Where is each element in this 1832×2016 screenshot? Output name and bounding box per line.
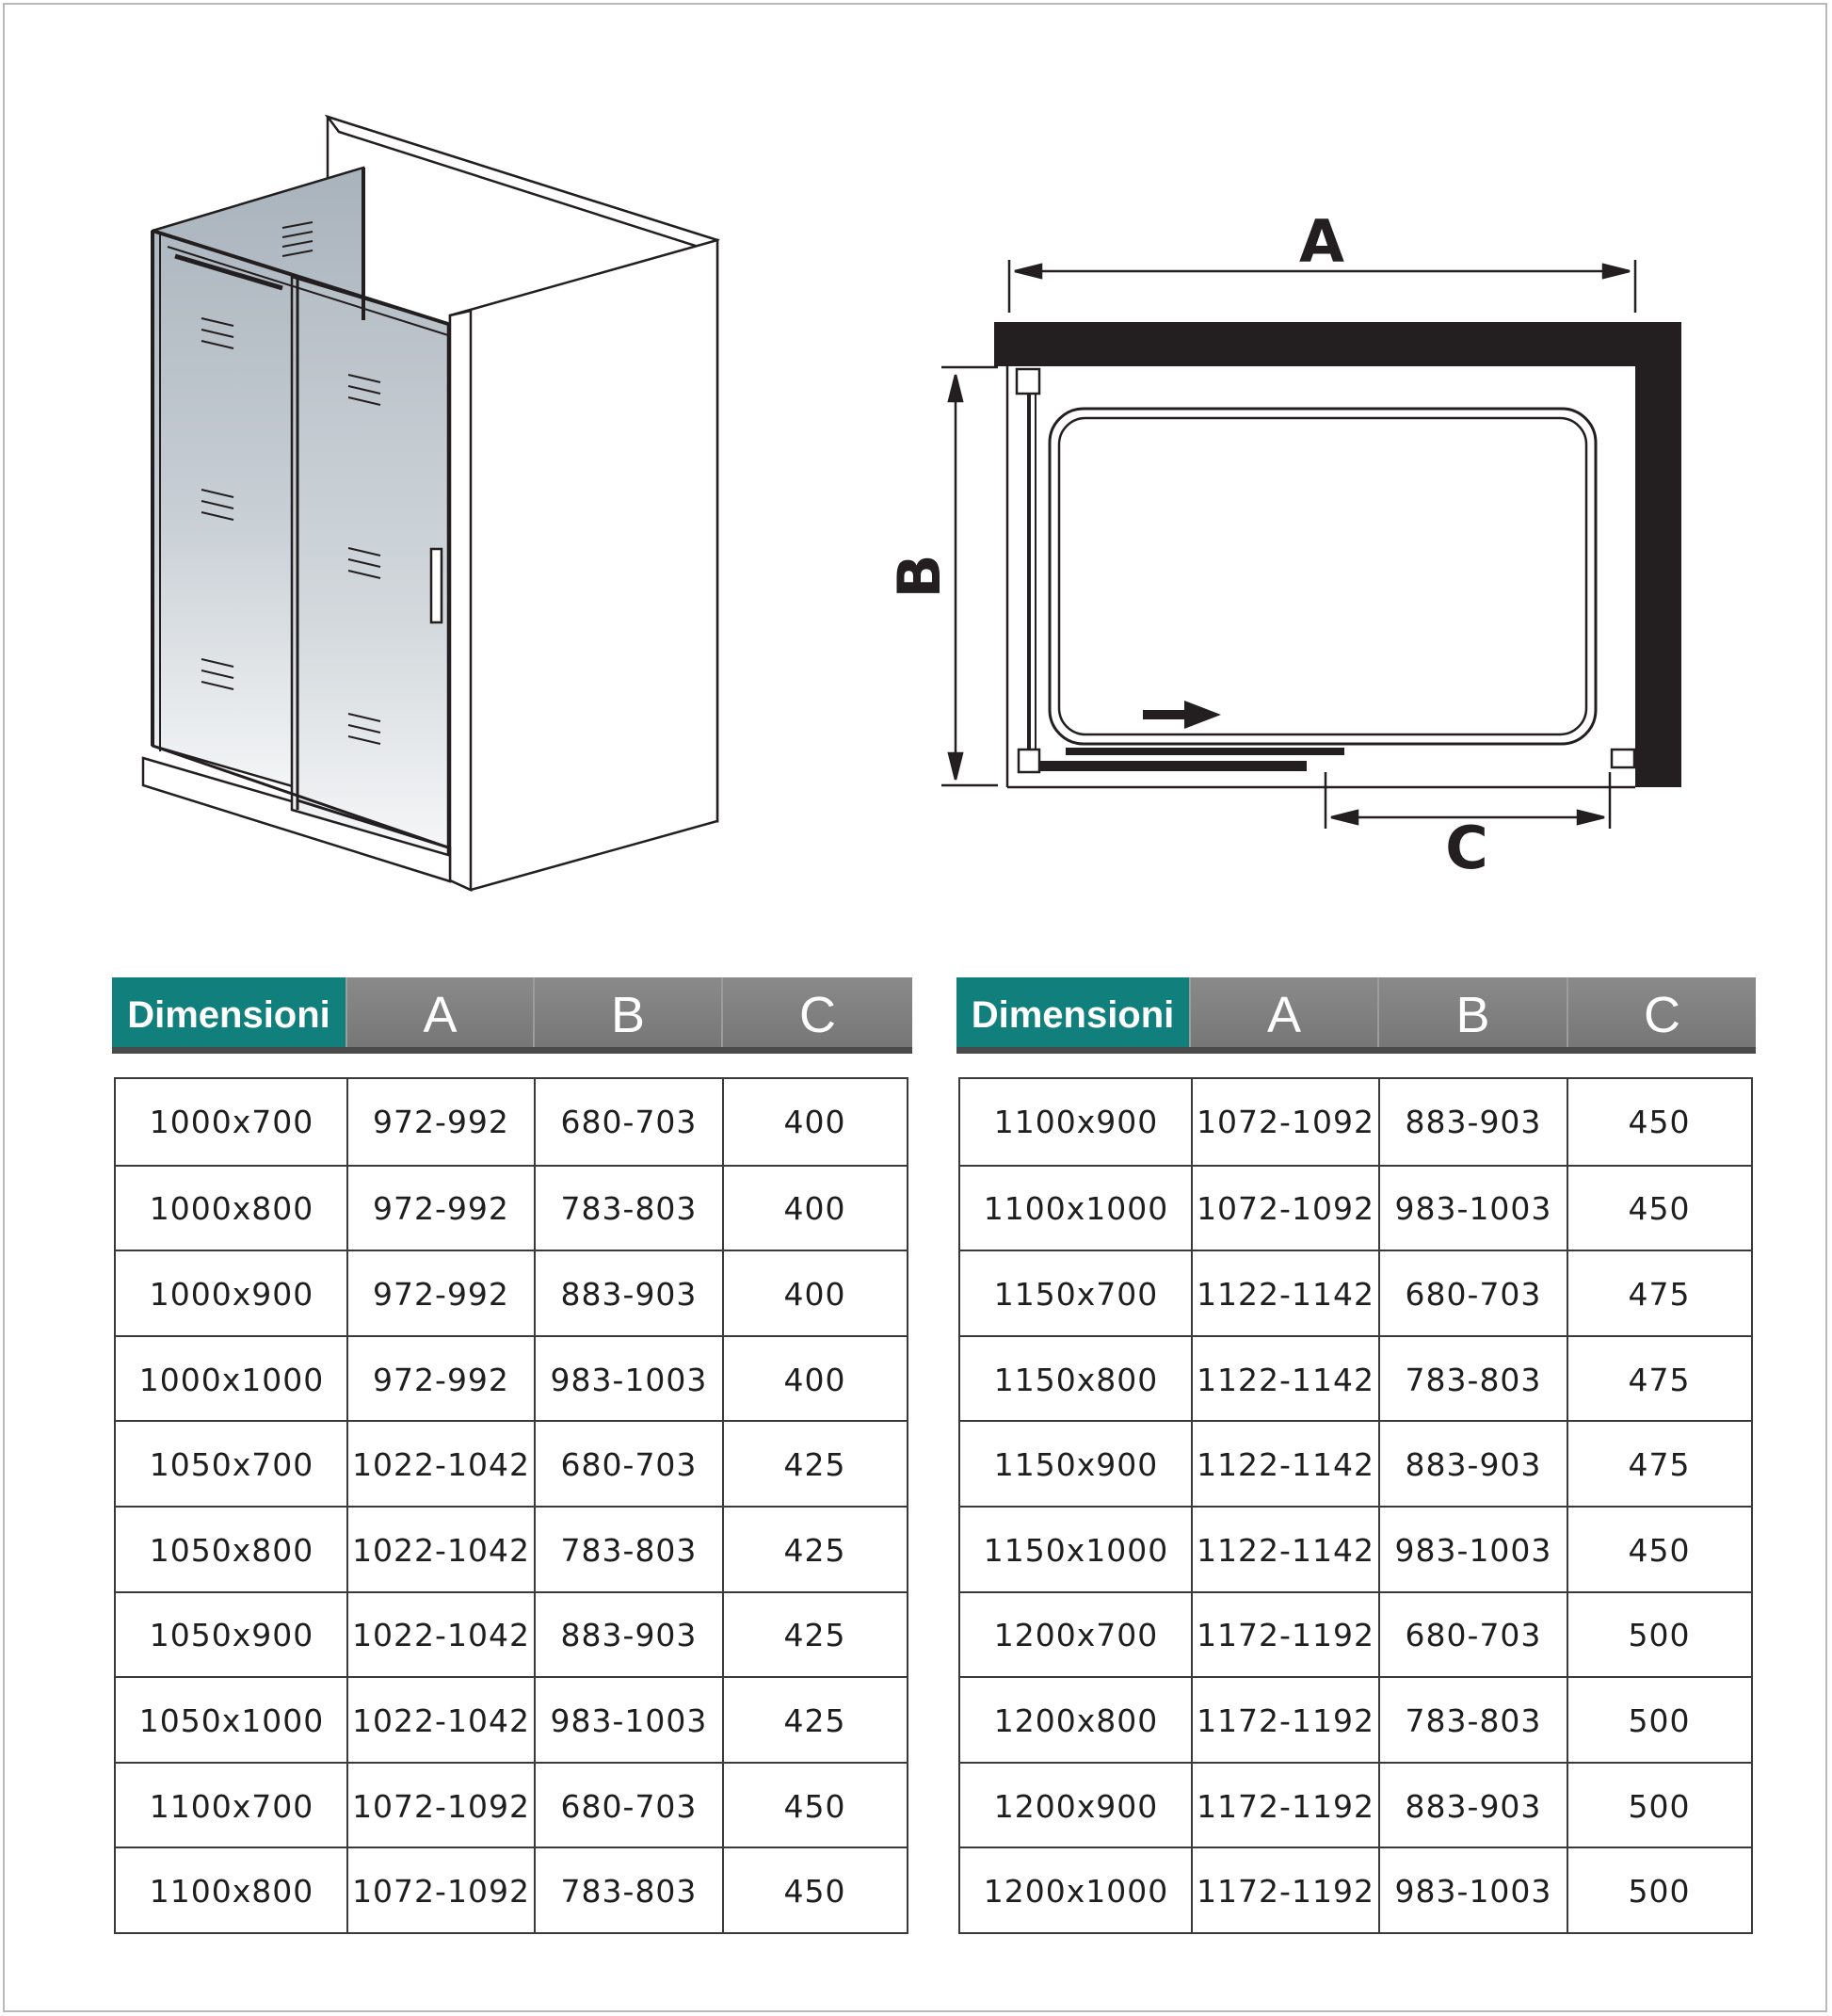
table-row [960, 1420, 1751, 1508]
cell-c: 400 [783, 1275, 846, 1313]
cell-a: 972-992 [373, 1103, 509, 1140]
cell-a: 1072-1092 [352, 1873, 530, 1911]
cell-b: 883-903 [1405, 1787, 1542, 1825]
cell-b: 680-703 [560, 1787, 698, 1825]
header-shadow [956, 1047, 1756, 1054]
cell-size: 1050x800 [149, 1531, 314, 1569]
cell-c: 475 [1628, 1361, 1691, 1398]
cell-a: 1022-1042 [352, 1702, 530, 1739]
dimension-label-a: A [1299, 207, 1344, 276]
cell-c: 425 [783, 1617, 846, 1654]
cell-b: 680-703 [560, 1446, 698, 1484]
cell-b: 783-803 [560, 1531, 698, 1569]
table-body [114, 1077, 908, 1934]
cell-c: 450 [1628, 1103, 1691, 1140]
cell-a: 972-992 [373, 1190, 509, 1228]
cell-c: 425 [783, 1446, 846, 1484]
dimension-label-c: C [1445, 814, 1488, 882]
cell-b: 783-803 [560, 1873, 698, 1911]
header-dimensioni: Dimensioni [112, 977, 346, 1053]
cell-c: 500 [1628, 1617, 1691, 1654]
column-divider [1191, 1079, 1193, 1932]
cell-a: 1172-1192 [1197, 1702, 1374, 1739]
table-row [960, 1079, 1751, 1165]
dimension-label-b: B [885, 554, 954, 599]
cell-b: 883-903 [560, 1275, 698, 1313]
cell-a: 1022-1042 [352, 1531, 530, 1569]
header-shadow [112, 1047, 912, 1054]
cell-size: 1150x900 [993, 1446, 1159, 1484]
cell-b: 680-703 [560, 1103, 698, 1140]
cell-c: 450 [783, 1787, 846, 1825]
cell-a: 1072-1092 [1197, 1190, 1374, 1228]
table-row [960, 1506, 1751, 1593]
table-row [116, 1506, 907, 1593]
cell-size: 1050x700 [149, 1446, 314, 1484]
dimensions-table-right [956, 977, 1756, 1911]
cell-c: 500 [1628, 1787, 1691, 1825]
cell-size: 1000x800 [149, 1190, 314, 1228]
cell-c: 475 [1628, 1275, 1691, 1313]
cell-size: 1000x1000 [138, 1361, 325, 1398]
cell-b: 680-703 [1405, 1617, 1542, 1654]
cell-c: 475 [1628, 1446, 1691, 1484]
cell-a: 1072-1092 [352, 1787, 530, 1825]
header-c: C [721, 977, 912, 1053]
cell-c: 425 [783, 1702, 846, 1739]
cell-size: 1150x700 [993, 1275, 1159, 1313]
table-row [116, 1335, 907, 1423]
cell-size: 1150x800 [993, 1361, 1159, 1398]
table-row [116, 1165, 907, 1252]
cell-b: 783-803 [1405, 1702, 1542, 1739]
column-divider [346, 1079, 348, 1932]
cell-a: 1172-1192 [1197, 1873, 1374, 1911]
cell-a: 972-992 [373, 1275, 509, 1313]
cell-a: 1122-1142 [1197, 1275, 1374, 1313]
cell-a: 1122-1142 [1197, 1446, 1374, 1484]
wall-right [1635, 322, 1681, 787]
cell-c: 450 [783, 1873, 846, 1911]
cell-a: 1022-1042 [352, 1617, 530, 1654]
cell-a: 1072-1092 [1197, 1103, 1374, 1140]
header-b: B [1377, 977, 1567, 1053]
cell-b: 983-1003 [1394, 1531, 1552, 1569]
header-a: A [346, 977, 533, 1053]
cell-c: 400 [783, 1361, 846, 1398]
table-row [960, 1591, 1751, 1679]
table-header [956, 977, 1756, 1053]
column-divider [1378, 1079, 1380, 1932]
cell-size: 1000x900 [149, 1275, 314, 1313]
cell-b: 983-1003 [550, 1361, 708, 1398]
cell-a: 1122-1142 [1197, 1531, 1374, 1569]
cell-size: 1200x900 [993, 1787, 1159, 1825]
table-row [116, 1591, 907, 1679]
table-row [116, 1847, 907, 1934]
table-row [116, 1420, 907, 1508]
table-header [112, 977, 912, 1053]
column-divider [722, 1079, 724, 1932]
cell-b: 983-1003 [1394, 1873, 1552, 1911]
header-a: A [1189, 977, 1377, 1053]
table-body [958, 1077, 1753, 1934]
column-divider [1567, 1079, 1568, 1932]
column-divider [534, 1079, 536, 1932]
cell-c: 400 [783, 1190, 846, 1228]
cell-b: 983-1003 [1394, 1190, 1552, 1228]
dimensions-table-left [112, 977, 912, 1911]
cell-c: 450 [1628, 1531, 1691, 1569]
top-view-diagram [885, 207, 1681, 882]
cell-b: 680-703 [1405, 1275, 1542, 1313]
table-row [960, 1676, 1751, 1764]
cell-b: 883-903 [1405, 1446, 1542, 1484]
cell-size: 1150x1000 [983, 1531, 1169, 1569]
cell-a: 1122-1142 [1197, 1361, 1374, 1398]
cell-b: 983-1003 [550, 1702, 708, 1739]
cell-b: 783-803 [1405, 1361, 1542, 1398]
table-row [116, 1762, 907, 1849]
cell-a: 1172-1192 [1197, 1787, 1374, 1825]
table-row [960, 1335, 1751, 1423]
cell-size: 1000x700 [149, 1103, 314, 1140]
cell-b: 883-903 [1405, 1103, 1542, 1140]
table-row [960, 1847, 1751, 1934]
cell-size: 1100x1000 [983, 1190, 1169, 1228]
cell-c: 500 [1628, 1873, 1691, 1911]
cell-size: 1200x1000 [983, 1873, 1169, 1911]
cell-c: 425 [783, 1531, 846, 1569]
cell-c: 450 [1628, 1190, 1691, 1228]
cell-size: 1100x800 [149, 1873, 314, 1911]
cell-c: 500 [1628, 1702, 1691, 1739]
cell-b: 783-803 [560, 1190, 698, 1228]
header-b: B [533, 977, 721, 1053]
shower-3d-view [143, 117, 717, 890]
cell-size: 1200x700 [993, 1617, 1159, 1654]
cell-size: 1200x800 [993, 1702, 1159, 1739]
cell-a: 1022-1042 [352, 1446, 530, 1484]
cell-size: 1050x900 [149, 1617, 314, 1654]
cell-size: 1100x700 [149, 1787, 314, 1825]
cell-c: 400 [783, 1103, 846, 1140]
table-row [960, 1165, 1751, 1252]
cell-a: 1172-1192 [1197, 1617, 1374, 1654]
cell-b: 883-903 [560, 1617, 698, 1654]
cell-size: 1050x1000 [138, 1702, 325, 1739]
table-row [116, 1676, 907, 1764]
table-row [116, 1250, 907, 1337]
header-dimensioni: Dimensioni [956, 977, 1189, 1053]
table-row [116, 1079, 907, 1165]
cell-a: 972-992 [373, 1361, 509, 1398]
table-row [960, 1250, 1751, 1337]
table-row [960, 1762, 1751, 1849]
cell-size: 1100x900 [993, 1103, 1159, 1140]
wall-top [994, 322, 1681, 366]
product-illustrations [0, 0, 1832, 942]
header-c: C [1567, 977, 1756, 1053]
